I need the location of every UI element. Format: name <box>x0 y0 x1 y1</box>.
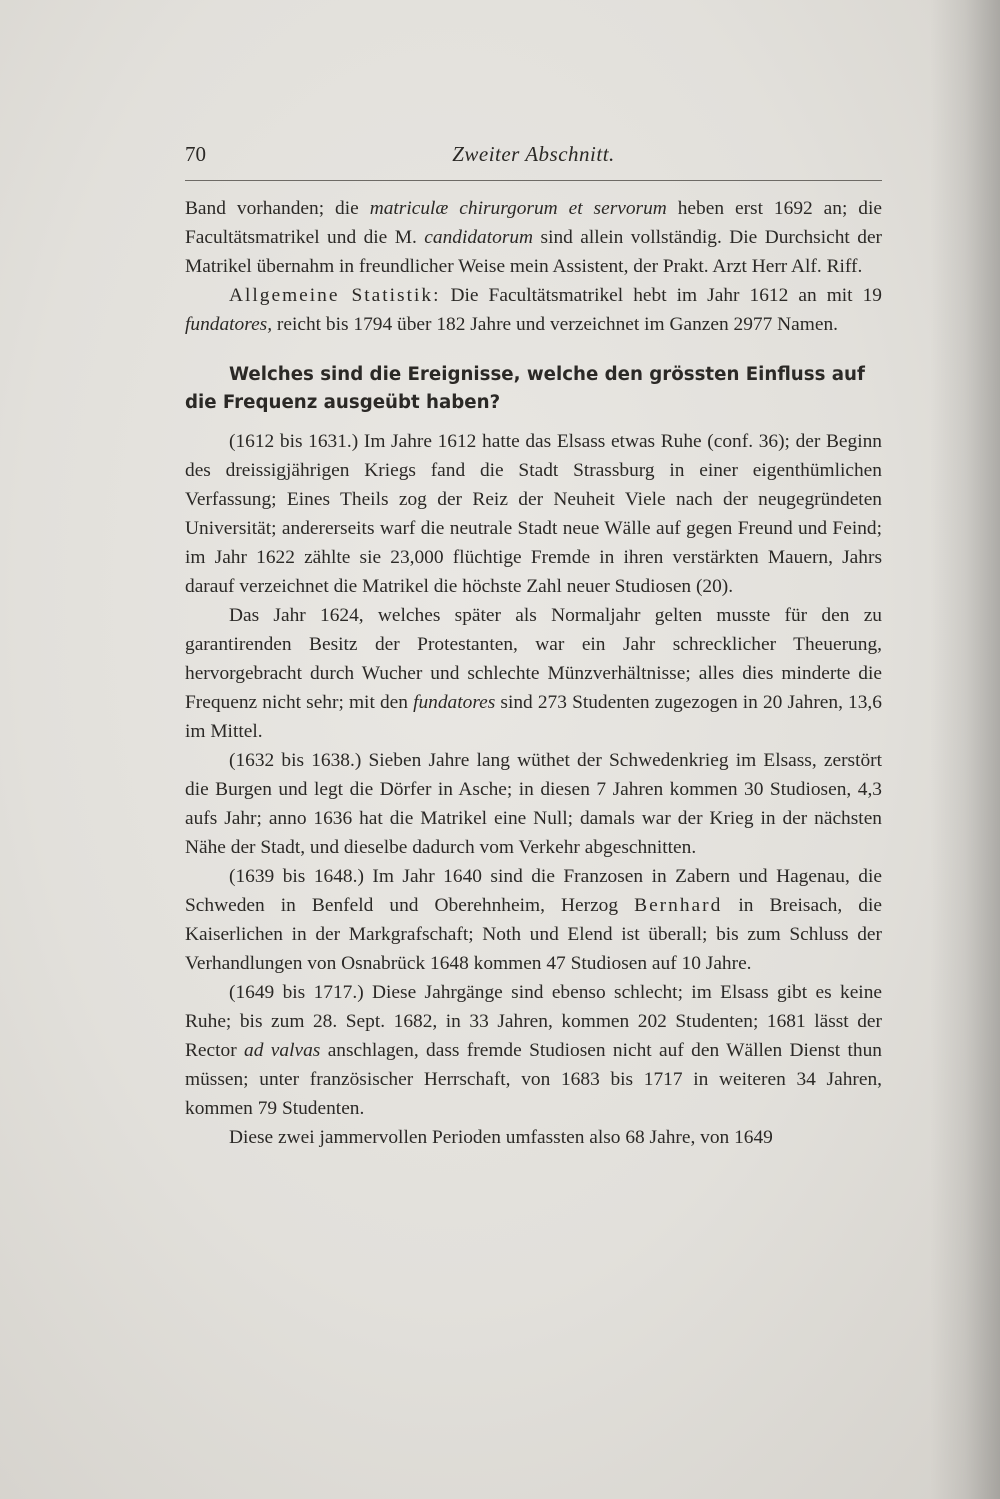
paragraph-1: Band vorhanden; die matriculæ chirurgorum et servorum heben erst 1692 an; die Facultätsmatrikel und die M. candidatorum sind allein vollständig. Die Durchsicht der Matrikel übernahm in freundlicher Weise mein Assistent, der Prakt. Arzt Herr Alf. Riff. <box>185 198 883 277</box>
paragraph-8: Diese zwei jammervollen Perioden umfassten also 68 Jahre, von 1649 <box>229 1127 773 1148</box>
paragraph-4: Das Jahr 1624, welches später als Normaljahr gelten musste für den zu garantirenden Besitz der Protestanten, war ein Jahr schrecklicher Theuerung, hervorgebracht durch Wucher und schlechte Münzverhältnisse; alles dies minderte die Frequenz nicht sehr; mit den fundatores sind 273 Studenten zugezogen in 20 Jahren, 13,6 im Mittel. <box>185 605 882 742</box>
section-heading: Welches sind die Ereignisse, welche den grössten Einfluss auf die Frequenz ausgeübt haben? <box>185 364 865 413</box>
paragraph-3: (1612 bis 1631.) Im Jahre 1612 hatte das Elsass etwas Ruhe (conf. 36); der Beginn des dreissigjährigen Kriegs fand die Stadt Strassburg in einer eigenthümlichen Verfassung; Eines Theils zog der Reiz der Neuheit Viele nach der neugegründeten Universität; andererseits warf die neutrale Stadt neue Wälle auf gegen Freund und Feind; im Jahr 1622 zählte sie 23,000 flüchtige Fremde in ihren verstärkten Mauern, Jahrs darauf verzeichnet die Matrikel die höchste Zahl neuer Studiosen (20). <box>185 431 882 597</box>
paragraph-5: (1632 bis 1638.) Sieben Jahre lang wüthet der Schwedenkrieg im Elsass, zerstört die Burgen und legt die Dörfer in Asche; in diesen 7 Jahren kommen 30 Studiosen, 4,3 aufs Jahr; anno 1636 hat die Matrikel eine Null; damals war der Krieg in der nächsten Nähe der Stadt, und dieselbe dadurch vom Verkehr abgeschnitten. <box>185 750 882 858</box>
section-label: Allgemeine Statistik: <box>229 285 441 306</box>
header-rule <box>185 180 882 181</box>
paragraph-6: (1639 bis 1648.) Im Jahr 1640 sind die Franzosen in Zabern und Hagenau, die Schweden in Benfeld und Oberehnheim, Herzog Bernhard in Breisach, die Kaiserlichen in der Markgrafschaft; Noth und Elend ist überall; bis zum Schluss der Verhandlungen von Osnabrück 1648 kommen 47 Studiosen auf 10 Jahre. <box>185 866 882 974</box>
person-name: Bernhard <box>634 895 723 916</box>
page-number: 70 <box>185 142 206 166</box>
running-head: Zweiter Abschnitt. <box>452 142 615 166</box>
paragraph-7: (1649 bis 1717.) Diese Jahrgänge sind ebenso schlecht; im Elsass gibt es keine Ruhe; bis zum 28. Sept. 1682, in 33 Jahren, kommen 202 Studenten; 1681 lässt der Rector ad valvas anschlagen, dass fremde Studiosen nicht auf den Wällen Dienst thun müssen; unter französischer Herrschaft, von 1683 bis 1717 in weiteren 34 Jahren, kommen 79 Studenten. <box>185 982 882 1119</box>
page-header <box>185 142 882 172</box>
body-text <box>185 194 882 1152</box>
paragraph-2: Allgemeine Statistik: Die Facultätsmatrikel hebt im Jahr 1612 an mit 19 fundatores, reicht bis 1794 über 182 Jahre und verzeichnet im Ganzen 2977 Namen. <box>185 285 883 335</box>
page-gutter-shadow <box>930 0 1000 1499</box>
